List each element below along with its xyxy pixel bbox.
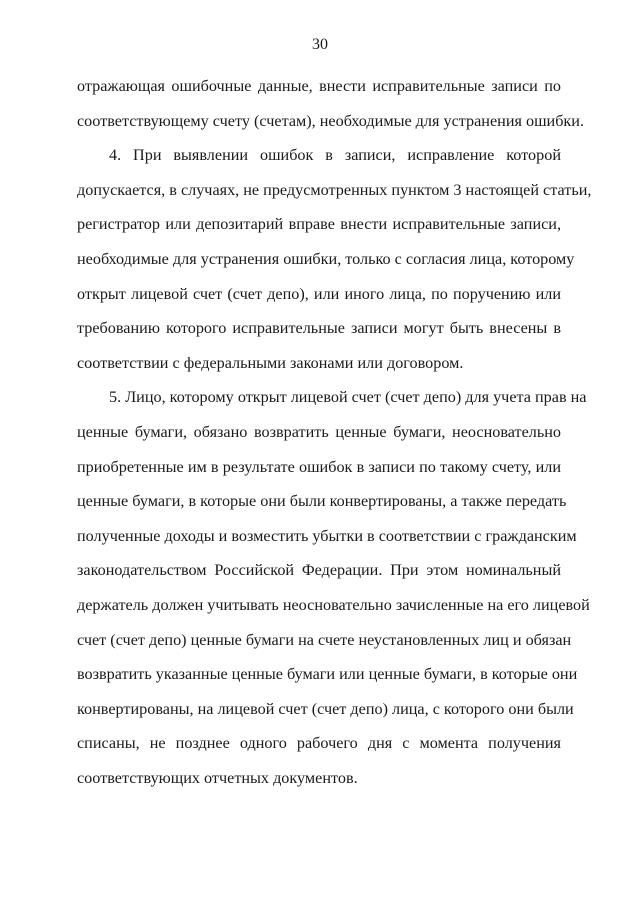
text-line: списаны, не позднее одного рабочего дня с момента получения bbox=[77, 734, 561, 753]
document-body bbox=[77, 69, 592, 795]
text-line: конвертированы, на лицевой счет (счет депо) лица, с которого они были bbox=[77, 699, 574, 718]
paragraph-item-4 bbox=[77, 138, 592, 380]
text-line: ценные бумаги, обязано возвратить ценные бумаги, неосновательно bbox=[77, 422, 561, 441]
text-line: соответствующих отчетных документов. bbox=[77, 768, 358, 787]
text-line: законодательством Российской Федерации. При этом номинальный bbox=[77, 561, 561, 580]
text-line: регистратор или депозитарий вправе внести исправительные записи, bbox=[77, 215, 561, 234]
text-line: ценные бумаги, в которые они были конвертированы, а также передать bbox=[77, 492, 567, 511]
text-line: необходимые для устранения ошибки, только с согласия лица, которому bbox=[77, 249, 575, 268]
paragraph-continuation bbox=[77, 69, 585, 138]
text-line: счет (счет депо) ценные бумаги на счете неустановленных лиц и обязан bbox=[77, 630, 572, 649]
text-line: 4. При выявлении ошибок в записи, исправление которой bbox=[109, 146, 561, 165]
text-line: открыт лицевой счет (счет депо), или иного лица, по поручению или bbox=[77, 284, 561, 303]
text-line: приобретенные им в результате ошибок в записи по такому счету, или bbox=[77, 457, 561, 476]
text-line: соответствии с федеральными законами или договором. bbox=[77, 353, 464, 372]
page-number: 30 bbox=[312, 36, 328, 53]
text-line: требованию которого исправительные записи могут быть внесены в bbox=[77, 319, 561, 338]
text-line: отражающая ошибочные данные, внести исправительные записи по bbox=[77, 77, 561, 95]
text-line: допускается, в случаях, не предусмотренных пунктом 3 настоящей статьи, bbox=[77, 180, 592, 199]
text-line: держатель должен учитывать неосновательно зачисленные на его лицевой bbox=[77, 595, 590, 614]
text-line: полученные доходы и возместить убытки в соответствии с гражданским bbox=[77, 526, 577, 545]
text-line: возвратить указанные ценные бумаги или ценные бумаги, в которые они bbox=[77, 665, 578, 684]
text-line: 5. Лицо, которому открыт лицевой счет (счет депо) для учета прав на bbox=[109, 388, 587, 407]
paragraph-item-5 bbox=[77, 380, 590, 795]
text-line: соответствующему счету (счетам), необходимые для устранения ошибки. bbox=[77, 111, 585, 130]
